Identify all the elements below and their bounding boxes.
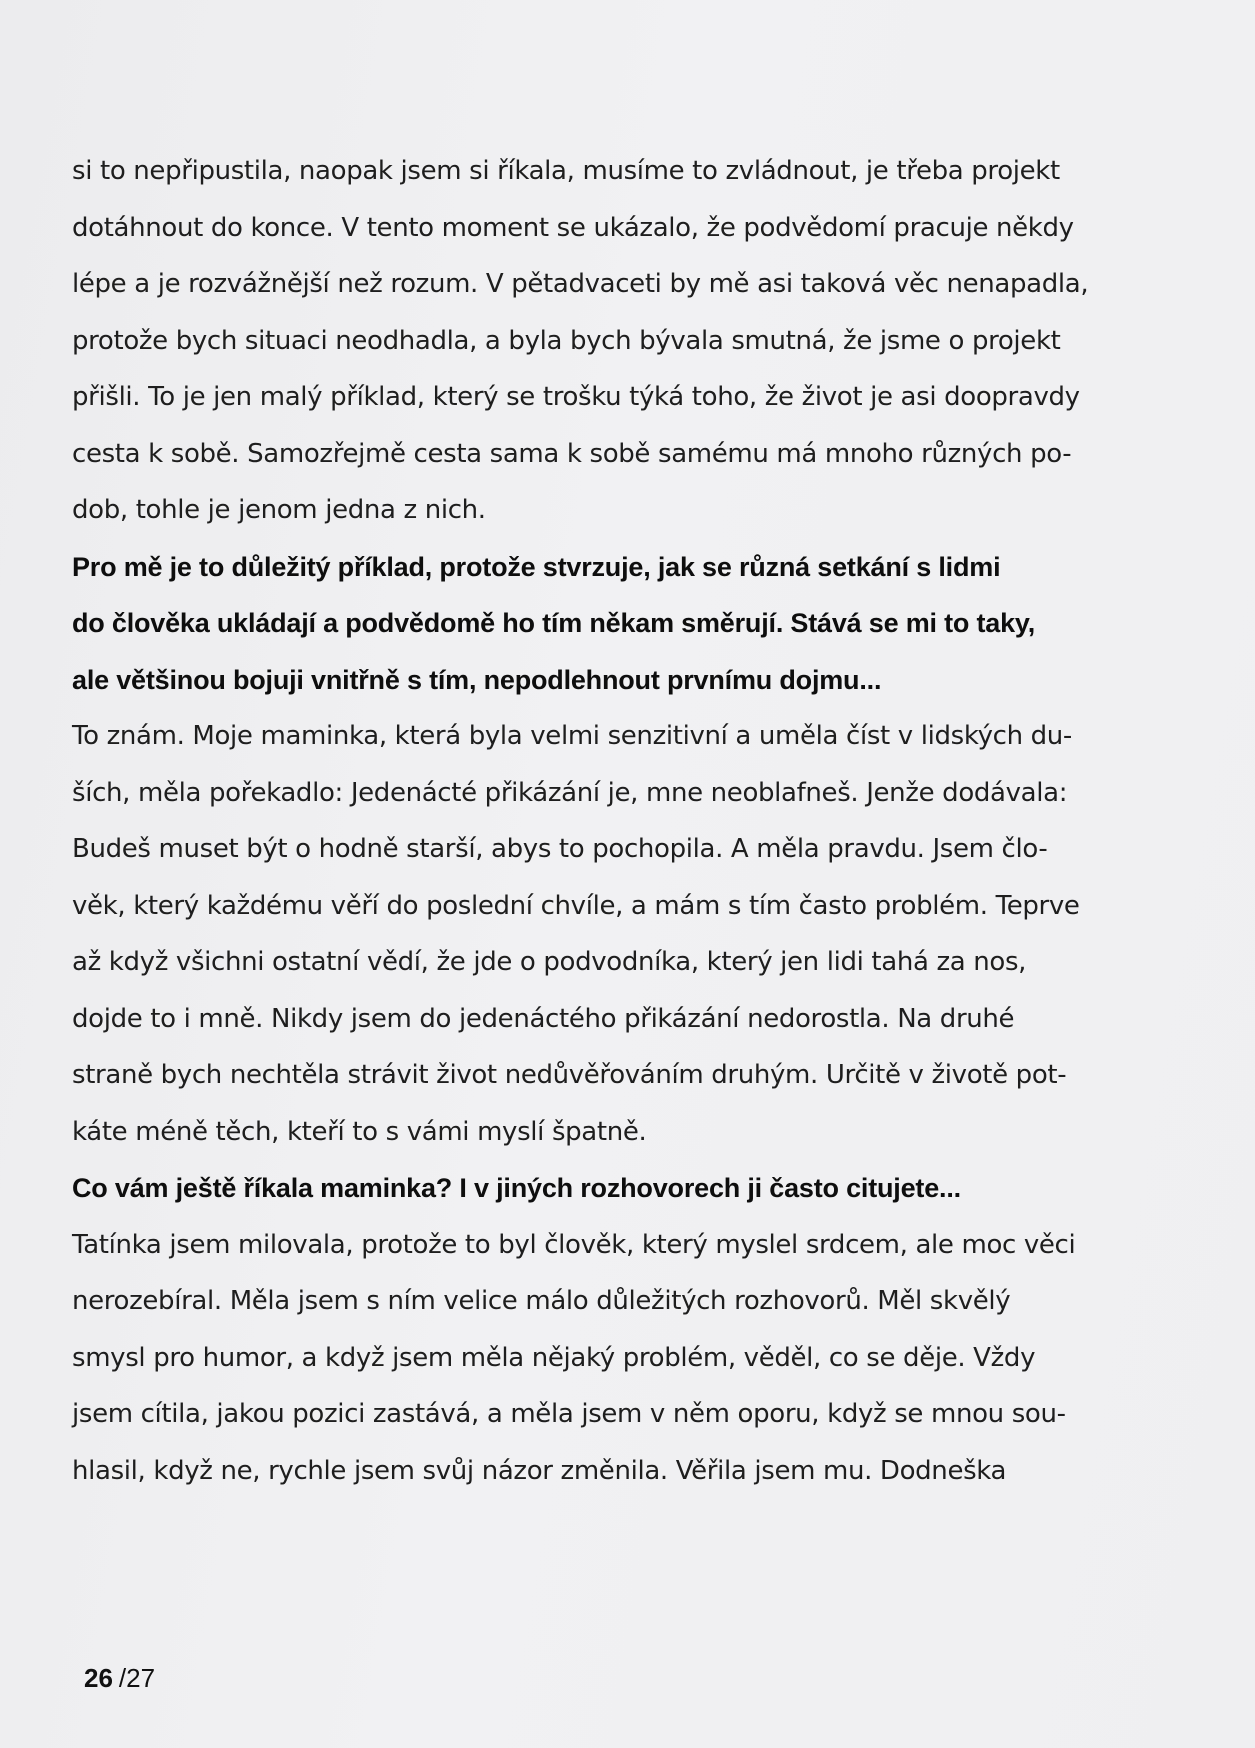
- text-line: dob, tohle je jenom jedna z nich.: [72, 495, 486, 525]
- text-line: hlasil, když ne, rychle jsem svůj názor změnila. Věřila jsem mu. Dodneška: [72, 1455, 1007, 1486]
- paragraph-answer: [72, 708, 1137, 1160]
- text-line: věk, který každému věří do poslední chvíle, a mám s tím často problém. Teprve: [72, 890, 1080, 921]
- text-line: Tatínka jsem milovala, protože to byl člověk, který myslel srdcem, ale moc věci: [72, 1229, 1076, 1260]
- page-number: [84, 1663, 155, 1694]
- text-line: přišli. To je jen malý příklad, který se trošku týká toho, že život je asi doopravdy: [72, 382, 1080, 412]
- text-line: cesta k sobě. Samozřejmě cesta sama k sobě samému má mnoho různých po-: [72, 438, 1072, 469]
- text-line: si to nepřipustila, naopak jsem si říkala, musíme to zvládnout, je třeba projekt: [72, 156, 1060, 186]
- facing-page-number: /27: [118, 1663, 156, 1693]
- text-line: straně bych nechtěla strávit život nedůvěřováním druhým. Určitě v životě pot-: [72, 1060, 1067, 1090]
- text-line: ale většinou bojuji vnitřně s tím, nepodlehnout prvnímu dojmu...: [72, 664, 882, 695]
- text-line: To znám. Moje maminka, která byla velmi senzitivní a uměla číst v lidských du-: [72, 721, 1072, 751]
- paragraph-question: [72, 539, 1137, 709]
- text-line: dojde to i mně. Nikdy jsem do jedenáctého přikázání nedorostla. Na druhé: [72, 1003, 1015, 1034]
- paragraph-question: [72, 1160, 1137, 1217]
- text-line: do člověka ukládají a podvědomě ho tím někam směrují. Stává se mi to taky,: [72, 608, 1036, 638]
- paragraph-answer: [72, 1217, 1137, 1500]
- text-line: smysl pro humor, a když jsem měla nějaký problém, věděl, co se děje. Vždy: [72, 1342, 1036, 1373]
- text-line: nerozebíral. Měla jsem s ním velice málo důležitých rozhovorů. Měl skvělý: [72, 1286, 1011, 1316]
- body-text: [72, 143, 1137, 1499]
- text-line: ších, měla pořekadlo: Jedenácté přikázání je, mne neoblafneš. Jenže dodávala:: [72, 777, 1068, 808]
- text-line: Budeš muset být o hodně starší, abys to pochopila. A měla pravdu. Jsem člo-: [72, 834, 1048, 864]
- text-line: dotáhnout do konce. V tento moment se ukázalo, že podvědomí pracuje někdy: [72, 212, 1074, 243]
- text-line: lépe a je rozvážnější než rozum. V pětadvaceti by mě asi taková věc nenapadla,: [72, 269, 1089, 299]
- text-line: jsem cítila, jakou pozici zastává, a měla jsem v něm oporu, když se mnou sou-: [72, 1399, 1066, 1429]
- current-page-number: 26: [84, 1663, 113, 1693]
- paragraph-answer: [72, 143, 1137, 539]
- text-line: protože bych situaci neodhadla, a byla bych bývala smutná, že jsme o projekt: [72, 325, 1061, 356]
- text-line: Co vám ještě říkala maminka? I v jiných rozhovorech ji často citujete...: [72, 1173, 961, 1203]
- text-line: Pro mě je to důležitý příklad, protože stvrzuje, jak se různá setkání s lidmi: [72, 551, 1001, 582]
- text-line: až když všichni ostatní vědí, že jde o podvodníka, který jen lidi tahá za nos,: [72, 947, 1027, 977]
- text-line: káte méně těch, kteří to s vámi myslí špatně.: [72, 1116, 647, 1147]
